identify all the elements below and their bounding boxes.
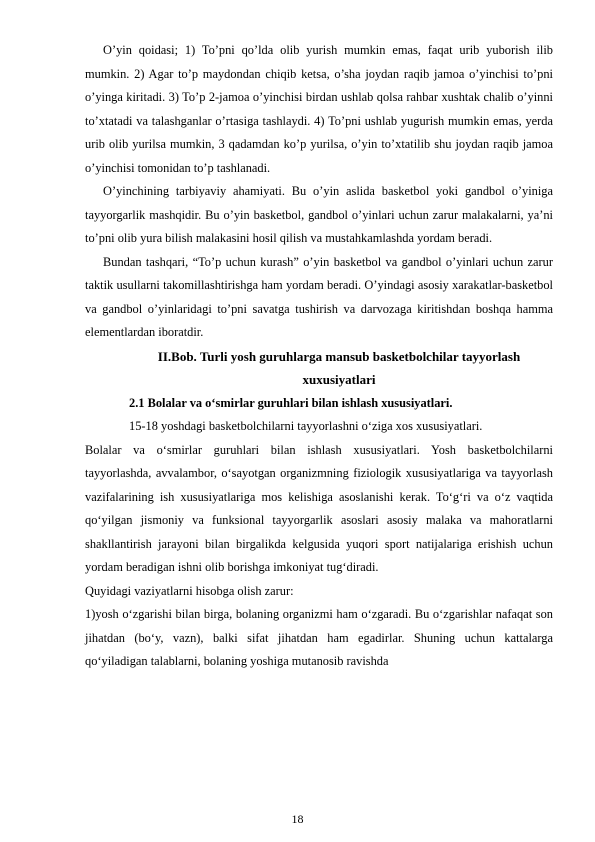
paragraph-tactics: Bundan tashqari, “To’p uchun kurash” o’yin basketbol va gandbol o’yinlari uchun zarur taktik usullarni takomillashtirishga ham yordam beradi. O’yindagi asosiy xarakatlar-basketbol va gandbol o’yinlaridagi to’pni savatga tushirish va darvozaga kiritishdan boshqa hamma elementlardan iboratdir.: [85, 254, 553, 339]
document-page: [85, 39, 553, 674]
paragraph-considerations-intro: Quyidagi vaziyatlarni hisobga olish zarur:: [85, 583, 294, 598]
section-heading: 2.1 Bolalar va o‘smirlar guruhlari bilan ishlash xususiyatlari.: [129, 395, 453, 410]
section-lead: 15-18 yoshdagi basketbolchilarni tayyorlashni o‘ziga xos xususiyatlari.: [129, 419, 483, 433]
paragraph-game-rules: O’yin qoidasi; 1) To’pni qo’lda olib yurish mumkin emas, faqat urib yuborish ilib mumkin. 2) Agar to’p maydondan chiqib ketsa, o’sha joydan raqib jamoa o’yinchisi to’pni o’yinga kiritadi. 3) To’p 2-jamoa o’yinchisi birdan ushlab qolsa rahbar xushtak chalib o’yinni to’xtatadi va talashganlar o’rtasiga tashlaydi. 4) To’pni ushlab yugurish mumkin emas, yerda urib olib yurilsa mumkin, 3 qadamdan ko’p yurilsa, o’yin to’xtatilib shu joydan raqib jamoa o’yinchisi tomonidan to’p tashlanadi.: [85, 43, 553, 175]
chapter-heading-line2: xuxusiyatlari: [302, 372, 376, 387]
paragraph-age-changes: 1)yosh o‘zgarishi bilan birga, bolaning organizmi ham o‘zgaradi. Bu o‘zgarishlar nafaqat son jihatdan (bo‘y, vazn), balki sifat jihatdan ham egadirlar. Shuning uchun kattalarga qo‘yiladigan talablarni, bolaning yoshiga mutanosib ravishda: [85, 607, 553, 668]
chapter-heading-line1: II.Bob. Turli yosh guruhlarga mansub basketbolchilar tayyorlash: [157, 348, 521, 364]
page-number: 18: [291, 812, 304, 826]
paragraph-youth-groups: Bolalar va o‘smirlar guruhlari bilan ishlash xususiyatlari. Yosh basketbolchilarni tayyorlashda, avvalambor, o‘sayotgan organizmning fiziologik xususiyatlariga va tayyorlash vazifalarining ish xususiyatlariga mos kelishiga asoslanishi kerak. To‘g‘ri va o‘z vaqtida qo‘yilgan jismoniy va funksional tayyorgarlik asoslari asosiy malaka va mahoratlarni shakllantirish jarayoni bilan birgalikda kelgusida yuqori sport natijalariga erishish uchun yordam beradigan ishni olib borishga imkoniyat tug‘diradi.: [85, 442, 553, 574]
paragraph-educational-value: O’yinchining tarbiyaviy ahamiyati. Bu o’yin aslida basketbol yoki gandbol o’yiniga tayyorgarlik mashqidir. Bu o’yin basketbol, gandbol o’yinlari uchun zarur malakalarni, ya’ni to’pni olib yura bilish malakasini hosil qilish va mustahkamlashda yordam beradi.: [85, 184, 553, 245]
